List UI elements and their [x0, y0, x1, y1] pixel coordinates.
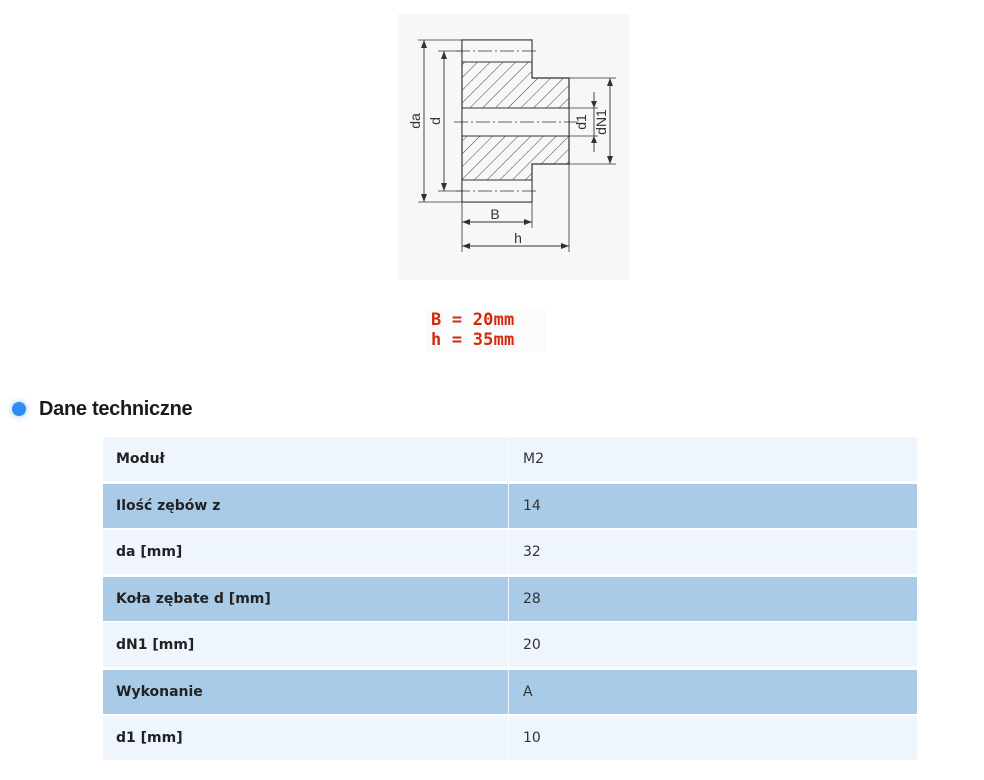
- spec-value: 10: [523, 730, 541, 746]
- bullet-dot-icon: [12, 402, 26, 416]
- spec-label: d1 [mm]: [103, 716, 509, 760]
- spec-label: da [mm]: [103, 530, 509, 574]
- spec-label: Wykonanie: [103, 670, 509, 714]
- dimensions-caption: [426, 308, 546, 352]
- spec-label: Ilość zębów z: [103, 484, 509, 528]
- spec-value: 20: [523, 637, 541, 653]
- gear-upper-section: [462, 62, 569, 108]
- gear-technical-drawing: [398, 14, 630, 280]
- spec-value: 28: [523, 590, 541, 607]
- table-row: [103, 716, 917, 760]
- dimension-h-text: h = 35mm: [431, 330, 515, 350]
- dimension-b-text: B = 20mm: [431, 310, 515, 330]
- spec-label: Moduł: [103, 437, 509, 481]
- gear-lower-section: [462, 136, 569, 180]
- table-row: [103, 577, 917, 621]
- label-h: h: [514, 230, 522, 246]
- table-row: [103, 670, 917, 714]
- table-row: [103, 484, 917, 528]
- label-da: da: [407, 113, 423, 129]
- label-dN1: dN1: [593, 109, 609, 135]
- label-d: d: [427, 117, 443, 125]
- technical-data-table: [103, 437, 917, 763]
- spec-value: M2: [523, 451, 544, 467]
- label-d1: d1: [573, 114, 589, 130]
- table-row: [103, 530, 917, 574]
- section-title: Dane techniczne: [39, 397, 193, 420]
- table-row: [103, 437, 917, 481]
- section-header: [12, 394, 192, 424]
- spec-label: Koła zębate d [mm]: [103, 577, 509, 621]
- table-row: [103, 623, 917, 667]
- spec-value: A: [523, 683, 533, 700]
- spec-value: 14: [523, 497, 541, 514]
- spec-value: 32: [523, 544, 541, 560]
- label-B: B: [490, 206, 500, 222]
- spec-label: dN1 [mm]: [103, 623, 509, 667]
